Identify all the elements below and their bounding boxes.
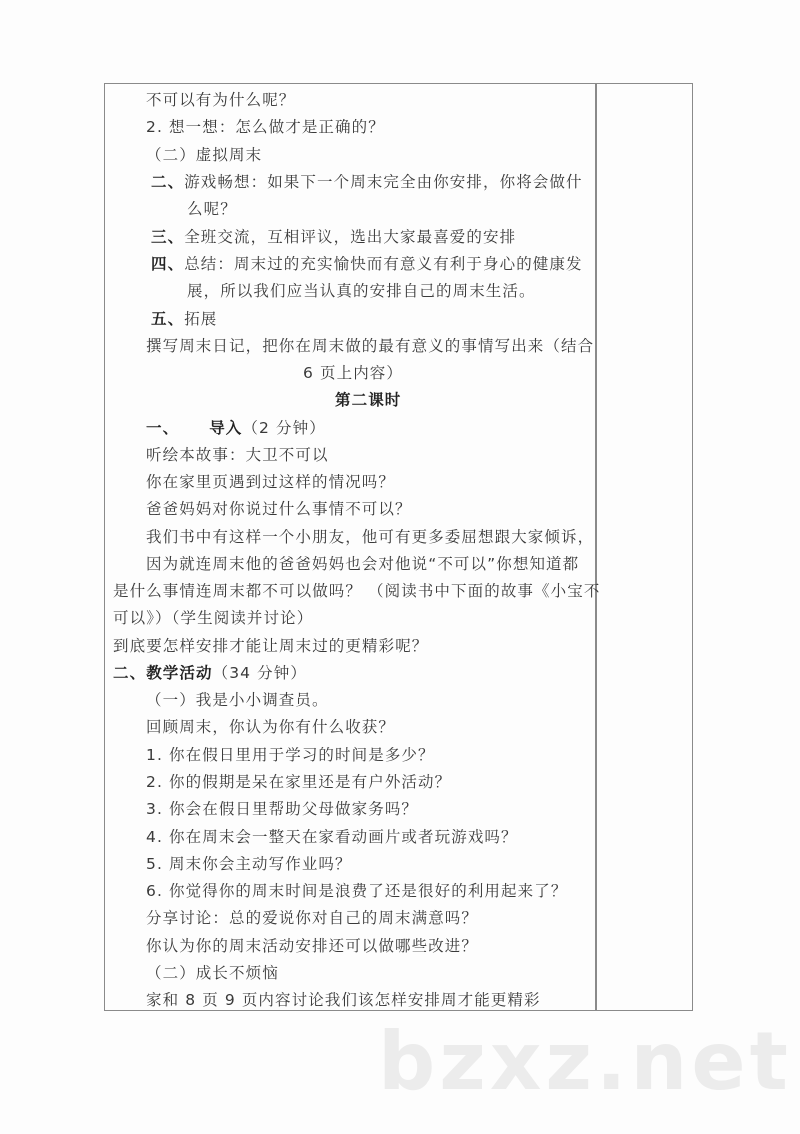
text-line: 因为就连周末他的爸爸妈妈也会对他说“不可以”你想知道都 xyxy=(146,555,580,573)
text-line: 6 页上内容） xyxy=(303,364,403,382)
text-line: 可以》）（学生阅读并讨论） xyxy=(113,609,314,627)
text-line: 4. 你在周末会一整天在家看动画片或者玩游戏吗？ xyxy=(146,828,518,846)
text-line xyxy=(151,227,516,247)
text-line: 听绘本故事：大卫不可以 xyxy=(146,446,329,464)
text-line: 我们书中有这样一个小朋友，他可有更多委屈想跟大家倾诉， xyxy=(146,528,595,546)
item-text: 拓展 xyxy=(184,310,218,328)
item-number: 一、 xyxy=(146,419,180,437)
text-line: 家和 8 页 9 页内容讨论我们该怎样安排周才能更精彩 xyxy=(146,991,541,1009)
text-line: 展，所以我们应当认真的安排自己的周末生活。 xyxy=(187,282,536,300)
section-heading: （二）成长不烦恼 xyxy=(146,964,279,982)
item-text: （2 分钟） xyxy=(242,419,326,437)
text-line: 3. 你会在假日里帮助父母做家务吗？ xyxy=(146,800,419,818)
text-line: 你认为你的周末活动安排还可以做哪些改进？ xyxy=(146,937,479,955)
item-title: 导入 xyxy=(209,419,243,437)
text-line xyxy=(151,309,217,329)
lesson-title: 第二课时 xyxy=(335,391,402,409)
text-line: 5. 周末你会主动写作业吗？ xyxy=(146,855,352,873)
text-line xyxy=(146,418,326,438)
text-line xyxy=(113,663,307,683)
text-line: 2. 你的假期是呆在家里还是有户外活动？ xyxy=(146,773,452,791)
text-line: 到底要怎样安排才能让周末过的更精彩呢？ xyxy=(113,637,429,655)
text-line: 你在家里页遇到过这样的情况吗？ xyxy=(146,473,396,491)
item-text: 总结：周末过的充实愉快而有意义有利于身心的健康发 xyxy=(184,255,583,273)
text-line: 6. 你觉得你的周末时间是浪费了还是很好的利用起来了？ xyxy=(146,882,568,900)
watermark: bzxz.net xyxy=(378,1015,792,1108)
text-line: 回顾周末，你认为你有什么收获？ xyxy=(146,718,396,736)
item-number: 五、 xyxy=(151,310,185,328)
item-number: 三、 xyxy=(151,228,185,246)
item-number: 二、 xyxy=(151,173,185,191)
text-line: 2. 想一想：怎么做才是正确的？ xyxy=(146,118,385,136)
text-line: 是什么事情连周末都不可以做吗？ （阅读书中下面的故事《小宝不 xyxy=(113,582,601,600)
text-line xyxy=(151,254,583,274)
text-line: 爸爸妈妈对你说过什么事情不可以？ xyxy=(146,500,412,518)
text-line: 1. 你在假日里用于学习的时间是多少？ xyxy=(146,746,435,764)
item-text: 全班交流，互相评议，选出大家最喜爱的安排 xyxy=(184,228,517,246)
text-line: 么呢？ xyxy=(187,200,237,218)
section-heading: （二）虚拟周末 xyxy=(146,146,263,164)
text-line: 分享讨论：总的爱说你对自己的周末满意吗？ xyxy=(146,909,479,927)
text-line xyxy=(151,172,583,192)
text-line: 撰写周末日记，把你在周末做的最有意义的事情写出来（结合 xyxy=(146,337,595,355)
table-column-divider xyxy=(595,83,597,1011)
text-line: 不可以有为什么呢？ xyxy=(146,91,296,109)
item-text: 游戏畅想：如果下一个周末完全由你安排，你将会做什 xyxy=(184,173,583,191)
item-number: 四、 xyxy=(151,255,185,273)
item-title: 二、教学活动 xyxy=(113,664,213,682)
item-text: （34 分钟） xyxy=(212,664,307,682)
section-heading: （一）我是小小调查员。 xyxy=(146,691,329,709)
